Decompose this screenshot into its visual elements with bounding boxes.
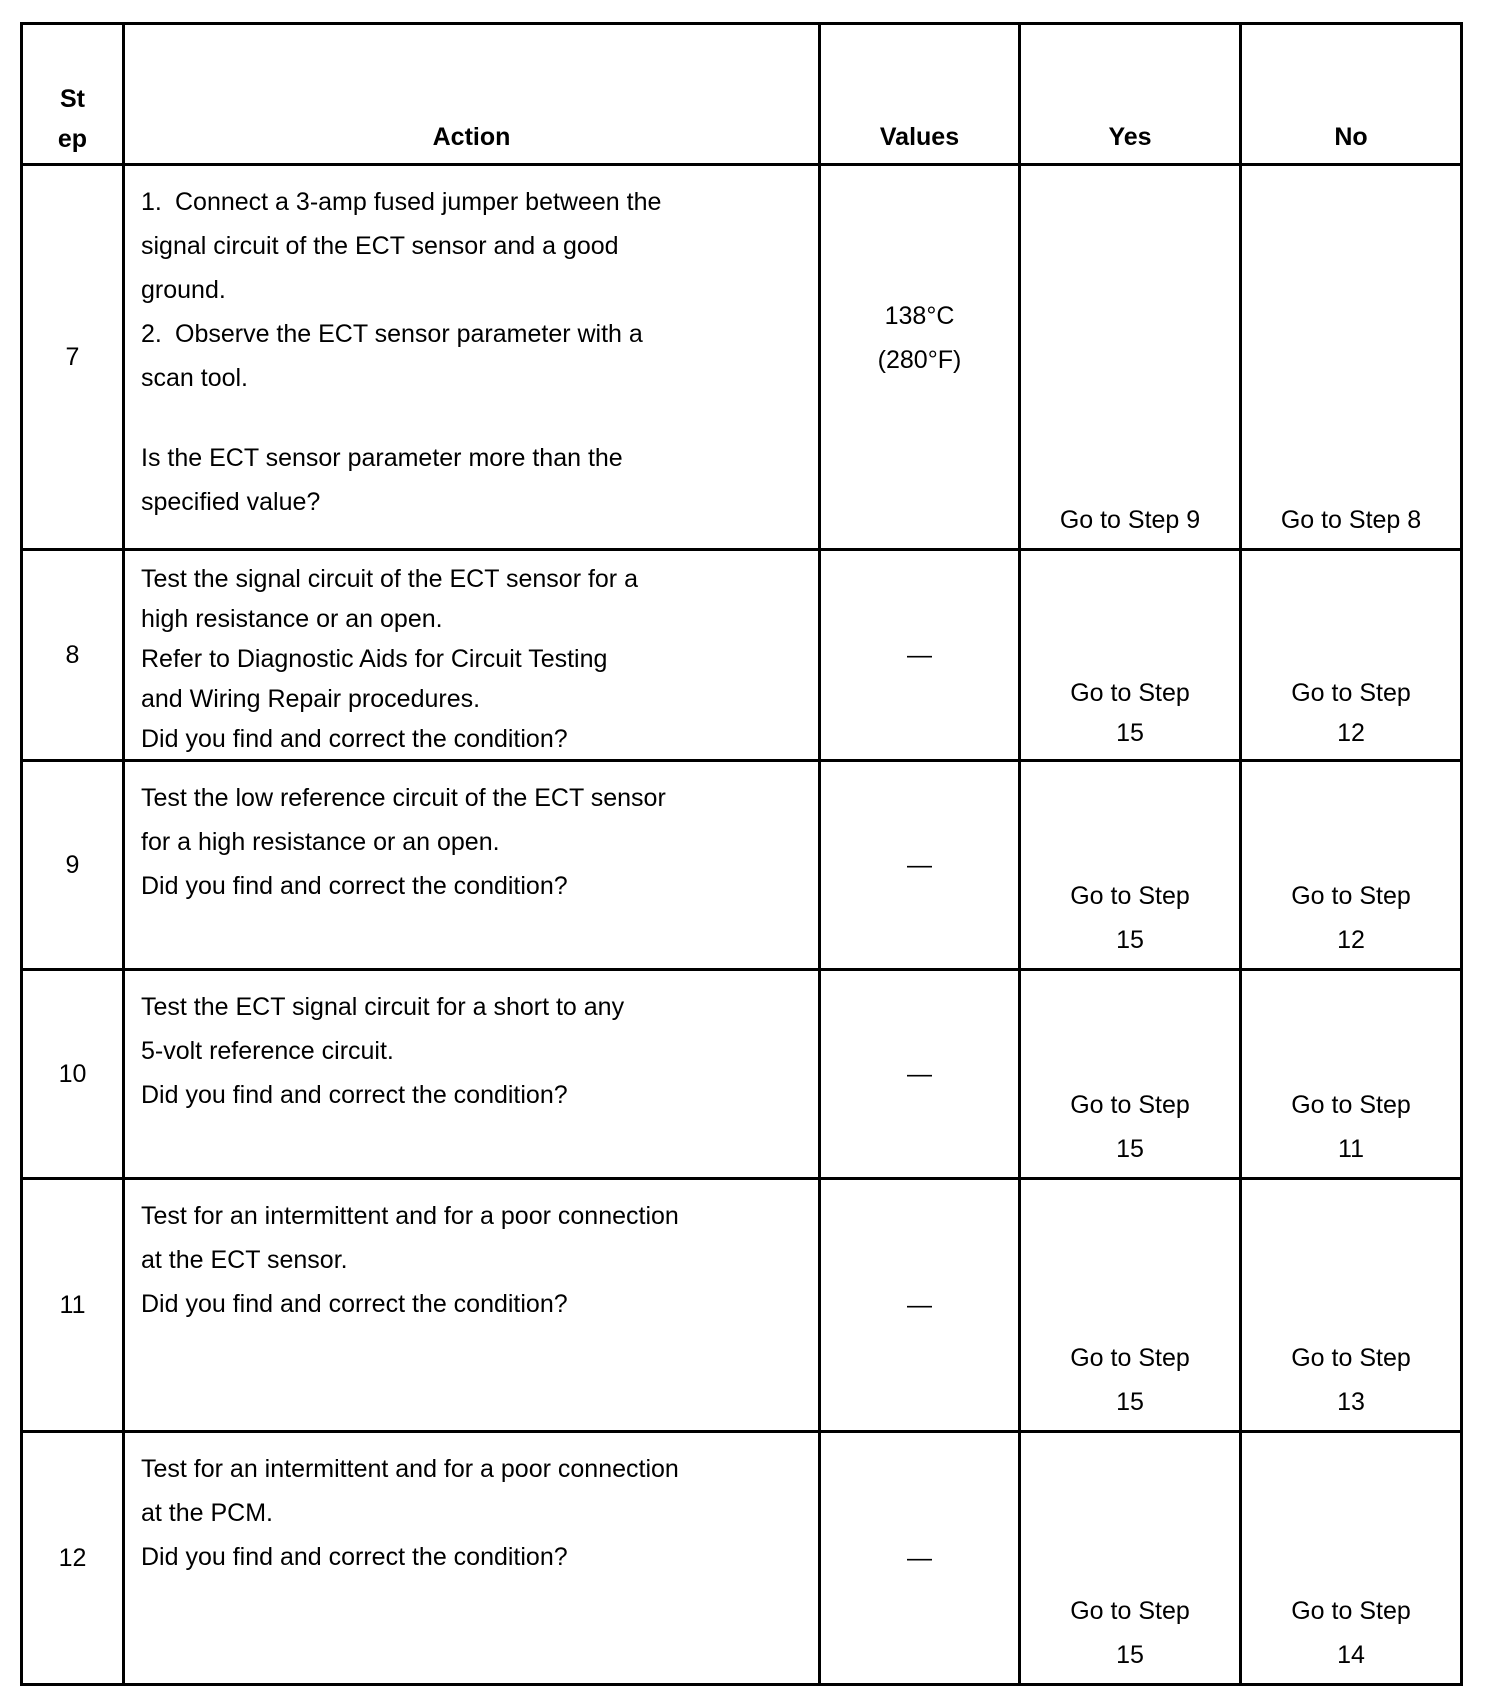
go-line: 12: [1337, 926, 1365, 954]
go-line: Go to Step: [1291, 882, 1411, 910]
substep-number: 2.: [141, 320, 162, 348]
no-cell: [1241, 1179, 1462, 1432]
no-cell: [1241, 1432, 1462, 1685]
values-cell: [820, 165, 1020, 550]
go-line: 11: [1338, 1135, 1364, 1163]
action-line: Test for an intermittent and for a poor connection: [141, 1455, 679, 1483]
action-line: high resistance or an open.: [141, 605, 443, 633]
action-line: at the ECT sensor.: [141, 1246, 348, 1274]
header-step-line: St: [60, 85, 85, 113]
go-line: Go to Step: [1291, 1597, 1411, 1625]
yes-cell: [1020, 1432, 1241, 1685]
no-cell: [1241, 970, 1462, 1179]
go-line: 12: [1337, 719, 1365, 747]
action-line: for a high resistance or an open.: [141, 828, 500, 856]
yes-cell: [1020, 761, 1241, 970]
action-line: scan tool.: [141, 364, 249, 392]
go-line: Go to Step: [1291, 1344, 1411, 1372]
go-line: 15: [1116, 719, 1144, 747]
spacer: [141, 400, 808, 436]
step-cell: 9: [22, 761, 124, 970]
value-line: (280°F): [877, 346, 962, 374]
action-line: Test for an intermittent and for a poor connection: [141, 1202, 679, 1230]
go-line: Go to Step: [1070, 679, 1190, 707]
action-line: Test the ECT signal circuit for a short to any: [141, 993, 625, 1021]
step-cell: 8: [22, 550, 124, 761]
action-line: Refer to Diagnostic Aids for Circuit Testing: [141, 645, 608, 673]
header-step-line: ep: [57, 125, 88, 153]
substep-number: 1.: [141, 188, 162, 216]
go-line: Go to Step: [1070, 1091, 1190, 1119]
go-line: 15: [1116, 1388, 1144, 1416]
action-line: 5-volt reference circuit.: [141, 1037, 394, 1065]
action-text: Observe the ECT sensor parameter with a: [175, 320, 643, 348]
header-values: Values: [820, 24, 1020, 165]
action-line: Test the signal circuit of the ECT sensor for a: [141, 565, 638, 593]
yes-cell: [1020, 1179, 1241, 1432]
values-cell: —: [820, 761, 1020, 970]
step-cell: 11: [22, 1179, 124, 1432]
go-line: 13: [1337, 1388, 1365, 1416]
action-cell: [124, 970, 820, 1179]
action-text: Connect a 3-amp fused jumper between the: [175, 188, 662, 216]
values-cell: —: [820, 550, 1020, 761]
value-line: 138°C: [884, 302, 955, 330]
action-line: at the PCM.: [141, 1499, 273, 1527]
header-action: Action: [124, 24, 820, 165]
header-row: [22, 24, 1462, 165]
yes-cell: [1020, 550, 1241, 761]
action-line: Did you find and correct the condition?: [141, 872, 568, 900]
table-row: [22, 1432, 1462, 1685]
go-line: 15: [1116, 1641, 1144, 1669]
values-cell: —: [820, 1432, 1020, 1685]
table-row: [22, 761, 1462, 970]
action-cell: [124, 761, 820, 970]
action-question: Is the ECT sensor parameter more than the: [141, 444, 623, 472]
yes-cell: [1020, 970, 1241, 1179]
action-line: Did you find and correct the condition?: [141, 1543, 568, 1571]
no-cell: Go to Step 8: [1241, 165, 1462, 550]
step-cell: 12: [22, 1432, 124, 1685]
action-line: Did you find and correct the condition?: [141, 725, 568, 753]
action-line: [141, 312, 808, 356]
header-yes: Yes: [1020, 24, 1241, 165]
action-line: Did you find and correct the condition?: [141, 1290, 568, 1318]
go-line: 15: [1116, 926, 1144, 954]
action-line: ground.: [141, 276, 226, 304]
action-line: Did you find and correct the condition?: [141, 1081, 568, 1109]
diagnostic-table: [20, 22, 1463, 1686]
header-step: [22, 24, 124, 165]
table-row: [22, 165, 1462, 550]
action-line: signal circuit of the ECT sensor and a good: [141, 232, 619, 260]
go-line: Go to Step: [1291, 679, 1411, 707]
table-row: [22, 970, 1462, 1179]
action-cell: [124, 1179, 820, 1432]
go-line: 14: [1337, 1641, 1365, 1669]
table-row: [22, 1179, 1462, 1432]
values-cell: —: [820, 970, 1020, 1179]
step-cell: 10: [22, 970, 124, 1179]
action-line: and Wiring Repair procedures.: [141, 685, 481, 713]
action-cell: [124, 1432, 820, 1685]
go-line: Go to Step: [1070, 1597, 1190, 1625]
action-question: specified value?: [141, 488, 321, 516]
action-line: Test the low reference circuit of the ECT sensor: [141, 784, 666, 812]
yes-cell: Go to Step 9: [1020, 165, 1241, 550]
table-row: [22, 550, 1462, 761]
go-line: Go to Step: [1291, 1091, 1411, 1119]
action-cell: [124, 165, 820, 550]
go-line: Go to Step: [1070, 882, 1190, 910]
go-line: Go to Step: [1070, 1344, 1190, 1372]
step-cell: 7: [22, 165, 124, 550]
no-cell: [1241, 761, 1462, 970]
header-no: No: [1241, 24, 1462, 165]
action-line: [141, 180, 808, 224]
action-cell: [124, 550, 820, 761]
values-cell: —: [820, 1179, 1020, 1432]
no-cell: [1241, 550, 1462, 761]
go-line: 15: [1116, 1135, 1144, 1163]
